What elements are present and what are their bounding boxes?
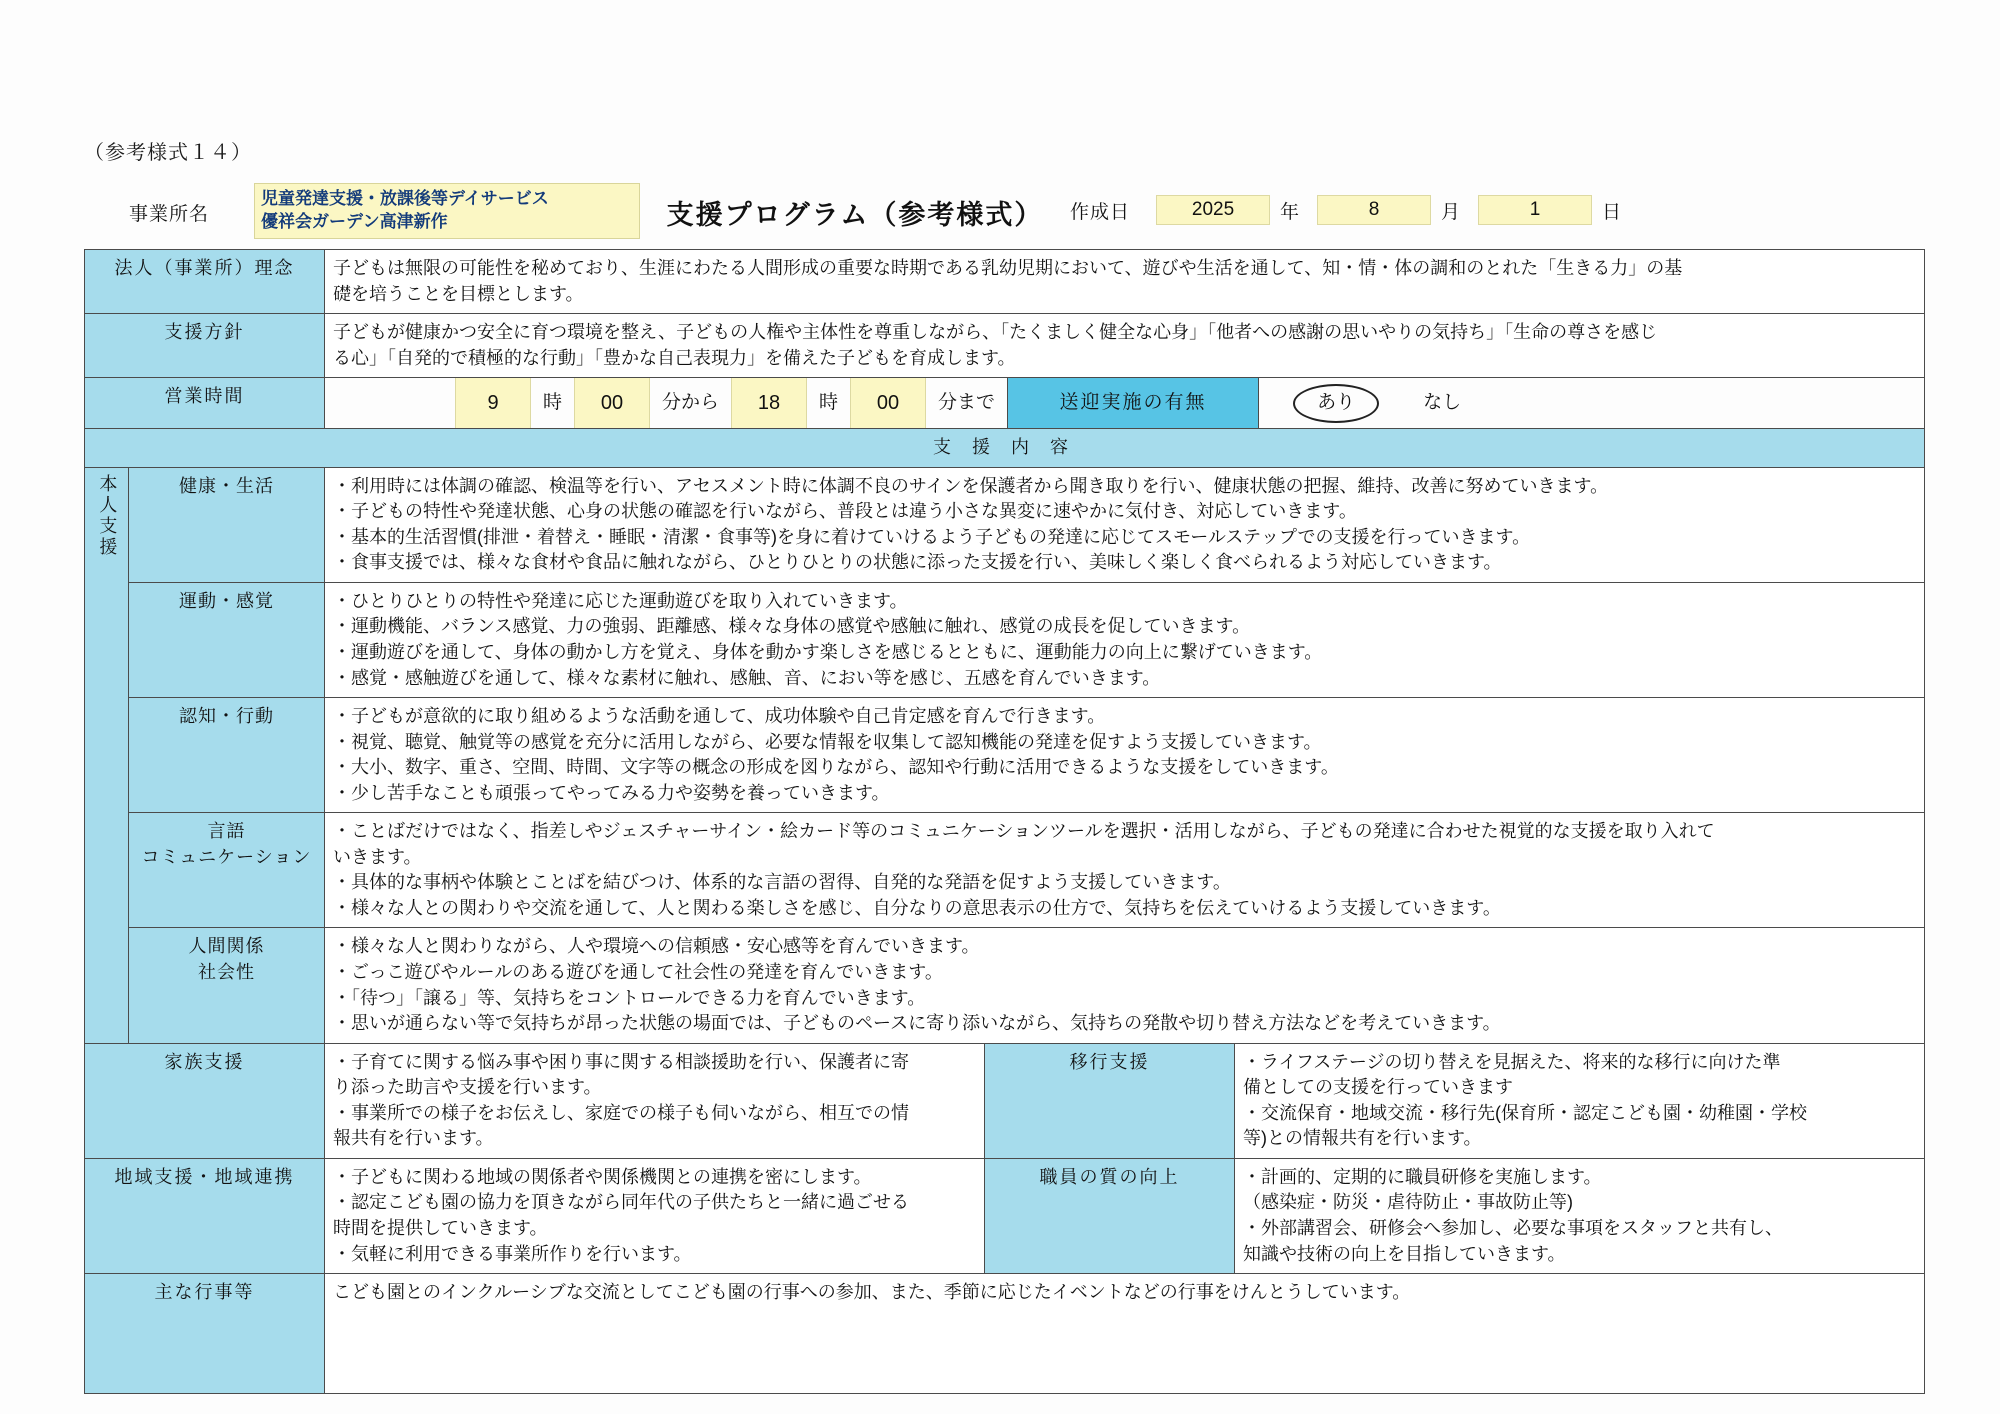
section-line: ・ことばだけではなく、指差しやジェスチャーサイン・絵カード等のコミュニケーションツールを選択・活用しながら、子どもの発達に合わせた視覚的な支援を取り入れて xyxy=(333,821,1715,842)
table-row-hours xyxy=(85,378,1925,429)
section-line: ・ごっこ遊びやルールのある遊びを通して社会性の発達を育んでいきます。 xyxy=(333,962,943,983)
philosophy-value xyxy=(325,250,1925,314)
section-line: ・気軽に利用できる事業所作りを行います。 xyxy=(333,1243,692,1264)
section-label-language-line2: コミュニケーション xyxy=(141,846,312,867)
events-label: 主な行事等 xyxy=(85,1274,325,1394)
open-hour-unit: 時 xyxy=(543,391,563,413)
office-name-label: 事業所名 xyxy=(128,204,209,225)
close-minute-value: 00 xyxy=(850,378,926,428)
section-line: ・様々な人と関わりながら、人や環境への信頼感・安心感等を育んでいきます。 xyxy=(333,936,980,957)
community-support-value xyxy=(325,1158,985,1273)
date-day-unit: 日 xyxy=(1602,201,1622,223)
section-line: ・大小、数字、重さ、空間、時間、文字等の概念の形成を図りながら、認知や行動に活用できるような支援をしていきます。 xyxy=(333,757,1339,778)
section-line: ・基本的生活習慣(排泄・着替え・睡眠・清潔・食事等)を身に着けていけるよう子どもの発達に応じてスモールステップでの支援を行っていきます。 xyxy=(333,526,1531,547)
policy-value xyxy=(325,314,1925,378)
table-row-motor xyxy=(85,582,1925,697)
section-line: ・交流保育・地域交流・移行先(保育所・認定こども園・幼稚園・学校 xyxy=(1243,1102,1807,1123)
table-row-social xyxy=(85,928,1925,1043)
section-line: ・様々な人との関わりや交流を通して、人と関わる楽しさを感じ、自分なりの意思表示の仕方で、気持ちを伝えていけるよう支援していきます。 xyxy=(333,897,1501,918)
section-line: いきます。 xyxy=(333,846,422,867)
self-support-label: 本人支援 xyxy=(85,467,129,1043)
section-line: ・視覚、聴覚、触覚等の感覚を充分に活用しながら、必要な情報を収集して認知機能の発達を促すよう支援していきます。 xyxy=(333,731,1322,752)
table-row-language xyxy=(85,813,1925,928)
support-content-banner: 支 援 内 容 xyxy=(85,429,1925,468)
family-support-value xyxy=(325,1043,985,1158)
document-title: 支援プログラム（参考様式） xyxy=(666,200,1044,230)
section-line: こども園とのインクルーシブな交流としてこども園の行事への参加、また、季節に応じたイベントなどの行事をけんとうしています。 xyxy=(333,1282,1411,1303)
section-label-cognition: 認知・行動 xyxy=(129,698,325,813)
section-body-health xyxy=(325,467,1925,582)
from-text: 分から xyxy=(662,391,720,413)
date-year-unit: 年 xyxy=(1280,201,1300,223)
section-line: 時間を提供していきます。 xyxy=(333,1217,548,1238)
section-line: 等)との情報共有を行います。 xyxy=(1243,1128,1482,1149)
office-name-line1: 児童発達支援・放課後等デイサービス xyxy=(261,189,549,208)
section-line: ・運動遊びを通して、身体の動かし方を覚え、身体を動かす楽しさを感じるとともに、運動能力の向上に繋げていきます。 xyxy=(333,642,1323,663)
philosophy-label: 法人（事業所）理念 xyxy=(85,250,325,314)
section-line: ・計画的、定期的に職員研修を実施します。 xyxy=(1243,1166,1602,1187)
section-body-motor xyxy=(325,582,1925,697)
table-row-policy xyxy=(85,314,1925,378)
table-row-community-staff xyxy=(85,1158,1925,1273)
support-program-table xyxy=(84,249,1925,1394)
policy-line: る心」「自発的で積極的な行動」「豊かな自己表現力」を備えた子どもを育成します。 xyxy=(333,347,1016,368)
section-label-language xyxy=(129,813,325,928)
table-row-health xyxy=(85,467,1925,582)
family-support-label: 家族支援 xyxy=(85,1043,325,1158)
section-line: 備としての支援を行っていきます xyxy=(1243,1077,1513,1098)
section-label-motor: 運動・感覚 xyxy=(129,582,325,697)
section-line: ・利用時には体調の確認、検温等を行い、アセスメント時に体調不良のサインを保護者から聞き取りを行い、健康状態の把握、維持、改善に努めていきます。 xyxy=(333,475,1609,496)
section-label-health: 健康・生活 xyxy=(129,467,325,582)
date-month-unit: 月 xyxy=(1441,201,1461,223)
section-label-social-line2: 社会性 xyxy=(198,962,255,983)
form-sheet xyxy=(84,136,1924,1394)
policy-line: 子どもが健康かつ安全に育つ環境を整え、子どもの人権や主体性を尊重しながら、「たくましく健全な心身」「他者への感謝の思いやりの気持ち」「生命の尊さを感じ xyxy=(333,322,1658,343)
table-row-philosophy xyxy=(85,250,1925,314)
section-line: ・外部講習会、研修会へ参加し、必要な事項をスタッフと共有し、 xyxy=(1243,1217,1783,1238)
section-line: り添った助言や支援を行います。 xyxy=(333,1077,602,1098)
close-hour-unit: 時 xyxy=(819,391,839,413)
events-value xyxy=(325,1274,1925,1394)
section-line: ・ライフステージの切り替えを見据えた、将来的な移行に向けた準 xyxy=(1243,1051,1781,1072)
creation-date xyxy=(1070,183,1635,225)
philosophy-line: 礎を培うことを目標とします。 xyxy=(333,283,584,304)
date-year-value: 2025 xyxy=(1156,195,1270,225)
transition-support-label: 移行支援 xyxy=(985,1043,1235,1158)
section-line: ・運動機能、バランス感覚、力の強弱、距離感、様々な身体の感覚や感触に触れ、感覚の成長を促していきます。 xyxy=(333,616,1251,637)
staff-quality-value xyxy=(1235,1158,1925,1273)
section-body-language xyxy=(325,813,1925,928)
pickup-yes-option[interactable]: あり xyxy=(1293,384,1379,423)
form-code: （参考様式１４） xyxy=(84,142,252,164)
date-month-value: 8 xyxy=(1317,195,1431,225)
to-text: 分まで xyxy=(938,391,996,413)
section-line: ・子どもに関わる地域の関係者や関係機関との連携を密にします。 xyxy=(333,1166,872,1187)
table-row-support-banner xyxy=(85,429,1925,468)
section-label-social xyxy=(129,928,325,1043)
office-name-value xyxy=(254,183,640,239)
hours-label: 営業時間 xyxy=(85,378,325,429)
form-header xyxy=(84,183,1924,235)
open-hour-value: 9 xyxy=(455,378,531,428)
section-body-social xyxy=(325,928,1925,1043)
section-line: ・子どもの特性や発達状態、心身の状態の確認を行いながら、普段とは違う小さな異変に速やかに気付き、対応していきます。 xyxy=(333,501,1357,522)
transition-support-value xyxy=(1235,1043,1925,1158)
section-line: ・事業所での様子をお伝えし、家庭での様子も伺いながら、相互での情 xyxy=(333,1102,909,1123)
open-minute-value: 00 xyxy=(574,378,650,428)
section-line: ・感覚・感触遊びを通して、様々な素材に触れ、感触、音、におい等を感じ、五感を育んでいきます。 xyxy=(333,667,1161,688)
policy-label: 支援方針 xyxy=(85,314,325,378)
section-line: 知識や技術の向上を目指していきます。 xyxy=(1243,1243,1566,1264)
community-support-label: 地域支援・地域連携 xyxy=(85,1158,325,1273)
philosophy-line: 子どもは無限の可能性を秘めており、生涯にわたる人間形成の重要な時期である乳幼児期において、遊びや生活を通して、知・情・体の調和のとれた「生きる力」の基 xyxy=(333,258,1683,278)
section-line: ・子どもが意欲的に取り組めるような活動を通して、成功体験や自己肯定感を育んで行きます。 xyxy=(333,706,1106,727)
section-line: ・「待つ」「譲る」等、気持ちをコントロールできる力を育んでいきます。 xyxy=(333,987,926,1008)
creation-date-label: 作成日 xyxy=(1070,201,1131,223)
pickup-service-label: 送迎実施の有無 xyxy=(1007,378,1259,428)
section-label-social-line1: 人間関係 xyxy=(188,936,265,957)
table-row-family-transition xyxy=(85,1043,1925,1158)
section-line: ・少し苦手なことも頑張ってやってみる力や姿勢を養っていきます。 xyxy=(333,782,890,803)
section-body-cognition xyxy=(325,698,1925,813)
section-label-language-line1: 言語 xyxy=(207,821,246,842)
close-hour-value: 18 xyxy=(731,378,807,428)
section-line: ・食事支援では、様々な食材や食品に触れながら、ひとりひとりの状態に添った支援を行い、美味しく楽しく食べられるよう対応していきます。 xyxy=(333,552,1502,573)
pickup-no-option[interactable]: なし xyxy=(1423,391,1462,413)
section-line: ・子育てに関する悩み事や困り事に関する相談援助を行い、保護者に寄 xyxy=(333,1051,909,1072)
date-day-value: 1 xyxy=(1478,195,1592,225)
staff-quality-label: 職員の質の向上 xyxy=(985,1158,1235,1273)
hours-value xyxy=(325,378,1925,429)
section-line: （感染症・防災・虐待防止・事故防止等) xyxy=(1243,1192,1573,1213)
section-line: 報共有を行います。 xyxy=(333,1128,494,1149)
table-row-events xyxy=(85,1274,1925,1394)
office-name-line2: 優祥会ガーデン高津新作 xyxy=(261,211,448,231)
section-line: ・具体的な事柄や体験とことばを結びつけ、体系的な言語の習得、自発的な発語を促すよう支援していきます。 xyxy=(333,872,1231,893)
section-line: ・認定こども園の協力を頂きながら同年代の子供たちと一緒に過ごせる xyxy=(333,1192,909,1213)
section-line: ・思いが通らない等で気持ちが昂った状態の場面では、子どものペースに寄り添いながら、気持ちの発散や切り替え方法などを考えていきます。 xyxy=(333,1013,1501,1034)
table-row-cognition xyxy=(85,698,1925,813)
section-line: ・ひとりひとりの特性や発達に応じた運動遊びを取り入れていきます。 xyxy=(333,590,908,611)
